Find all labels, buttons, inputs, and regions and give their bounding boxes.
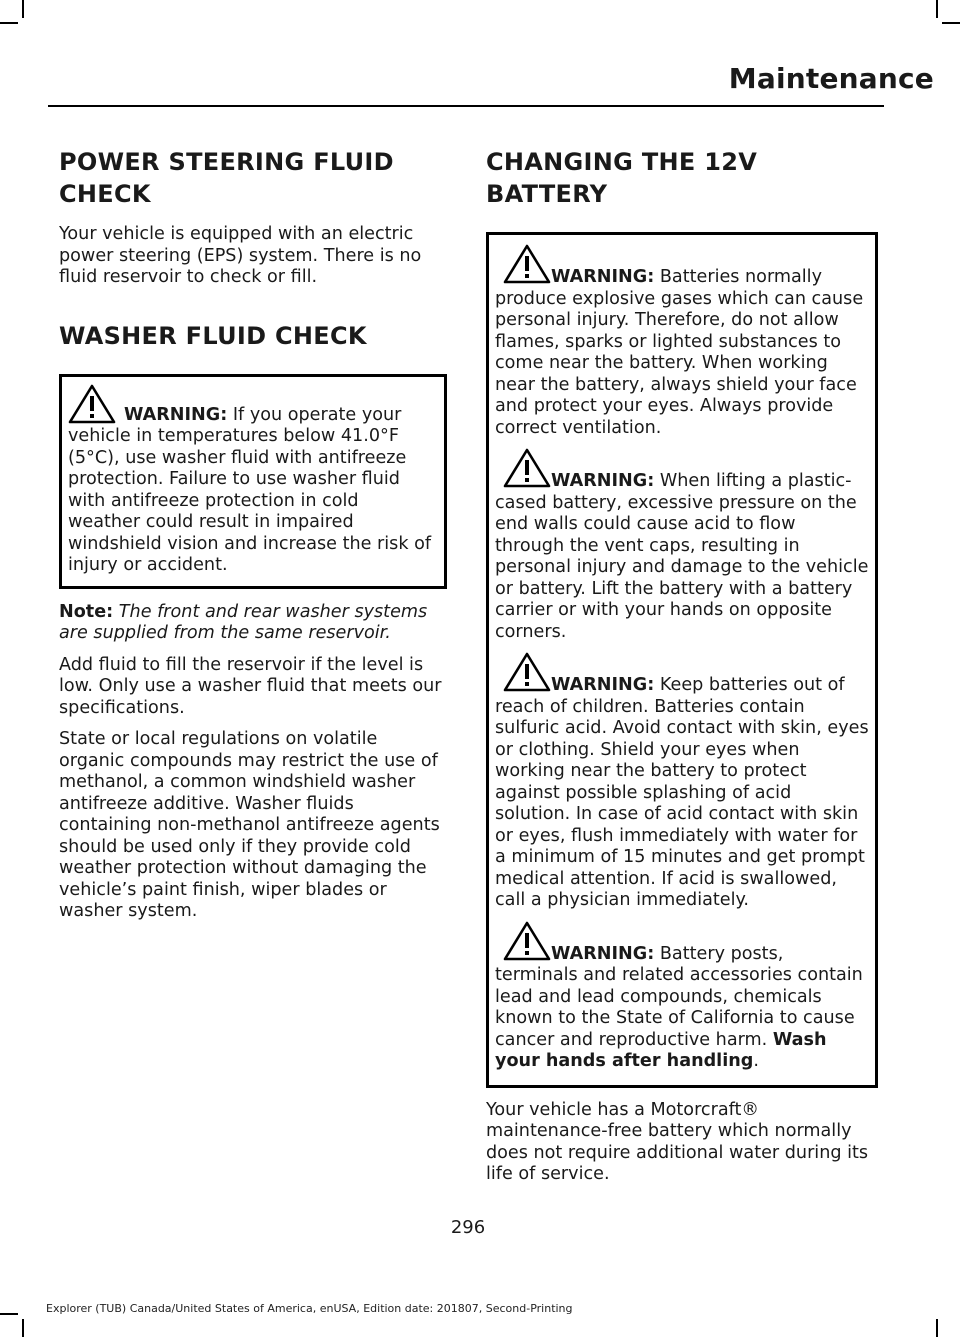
battery-warning-3 — [495, 675, 869, 912]
warning-label: WARNING: — [124, 404, 228, 425]
warning-triangle-icon — [67, 383, 117, 425]
washer-para-2: State or local regulations on volatile organic compounds may restrict the use of methanol, a common windshield washer antifreeze additive. Washer fluids containing non-methanol antifreeze agents should be used only if they provide cold weather protection without damaging the vehicle’s paint finish, wiper blades or washer system. — [59, 729, 440, 921]
battery-closing-para: Your vehicle has a Motorcraft® maintenance-free battery which normally does not require additional water during its life of service. — [486, 1099, 869, 1184]
battery-warning-1-text — [495, 267, 869, 439]
warning-body: Battery posts, terminals and related accessories contain lead and lead compounds, chemicals known to the State of California to cause cancer and reproductive harm. — [495, 943, 863, 1050]
battery-warning-box — [486, 232, 878, 1088]
warning-triangle-icon — [502, 243, 552, 285]
battery-warning-2 — [495, 471, 869, 643]
page-header-title: Maintenance — [728, 62, 934, 95]
page-number: 296 — [450, 1217, 486, 1238]
washer-note — [59, 602, 447, 645]
washer-fluid-section — [59, 320, 447, 923]
warning-emphasis: Wash your hands after handling — [495, 1029, 827, 1071]
warning-triangle-icon — [502, 651, 552, 693]
crop-mark-bottom-right-v — [936, 1319, 938, 1337]
washer-warning — [68, 405, 436, 577]
header-divider — [48, 105, 884, 107]
warning-label: WARNING: — [551, 471, 655, 491]
crop-mark-bottom-left-v — [22, 1319, 24, 1337]
power-steering-heading — [59, 146, 447, 210]
crop-mark-top-right-v — [936, 0, 938, 18]
washer-fluid-heading: WASHER FLUID CHECK — [59, 321, 367, 350]
crop-mark-top-left-h — [0, 22, 18, 24]
warning-body: If you operate your vehicle in temperatures below 41.0°F (5°C), use washer fluid with antifreeze protection. Failure to use washer fluid with antifreeze protection in cold weather could result in impaired windshield vision and increase the risk of injury or accident. — [68, 404, 432, 575]
warning-triangle-icon — [502, 447, 552, 489]
battery-warning-1 — [495, 267, 869, 439]
washer-para-1: Add fluid to fill the reservoir if the level is low. Only use a washer fluid that meets our specifications. — [59, 654, 442, 718]
crop-mark-bottom-left-h — [0, 1313, 18, 1315]
warning-label: WARNING: — [551, 267, 655, 287]
warning-body: Batteries normally produce explosive gases which can cause personal injury. Therefore, do not allow flames, sparks or lighted substances to come near the battery. When working near the battery, always shield your face and protect your eyes. Always provide correct ventilation. — [495, 267, 864, 438]
footer-edition-info: Explorer (TUB) Canada/United States of America, enUSA, Edition date: 201807, Second-Printing — [46, 1302, 573, 1315]
battery-warning-4 — [495, 944, 869, 1073]
warning-body: Keep batteries out of reach of children. Batteries contain sulfuric acid. Avoid contact with skin, eyes or clothing. Shield your eyes when working near the battery to protect against possible splashing of acid solution. In case of acid contact with skin or eyes, flush immediately with water for a minimum of 15 minutes and get prompt medical attention. If acid is swallowed, call a physician immediately. — [495, 675, 869, 910]
washer-warning-text — [68, 405, 436, 577]
power-steering-heading-line1: POWER STEERING FLUID — [59, 148, 394, 176]
left-column — [59, 146, 447, 923]
warning-label: WARNING: — [551, 675, 655, 695]
battery-heading: CHANGING THE 12V BATTERY — [486, 148, 758, 208]
battery-warning-4-text — [495, 944, 869, 1073]
battery-warning-2-text — [495, 471, 869, 643]
power-steering-body: Your vehicle is equipped with an electric power steering (EPS) system. There is no fluid reservoir to check or fill. — [59, 224, 422, 287]
warning-label: WARNING: — [551, 943, 655, 964]
warning-body: When lifting a plastic-cased battery, excessive pressure on the end walls could cause acid to flow through the vent caps, resulting in personal injury and damage to the vehicle or battery. Lift the battery with a battery carrier or with your hands on opposite corners. — [495, 471, 869, 642]
warning-tail: . — [753, 1051, 759, 1071]
warning-triangle-icon — [502, 920, 552, 962]
battery-warning-3-text — [495, 675, 869, 912]
note-label: Note: — [59, 601, 114, 622]
crop-mark-top-left-v — [22, 0, 24, 18]
note-text: The front and rear washer systems are supplied from the same reservoir. — [59, 601, 428, 643]
power-steering-heading-line2: CHECK — [59, 180, 151, 208]
crop-mark-top-right-h — [942, 22, 960, 24]
power-steering-section — [59, 146, 447, 289]
washer-warning-box — [59, 374, 447, 589]
right-column — [486, 146, 878, 1186]
